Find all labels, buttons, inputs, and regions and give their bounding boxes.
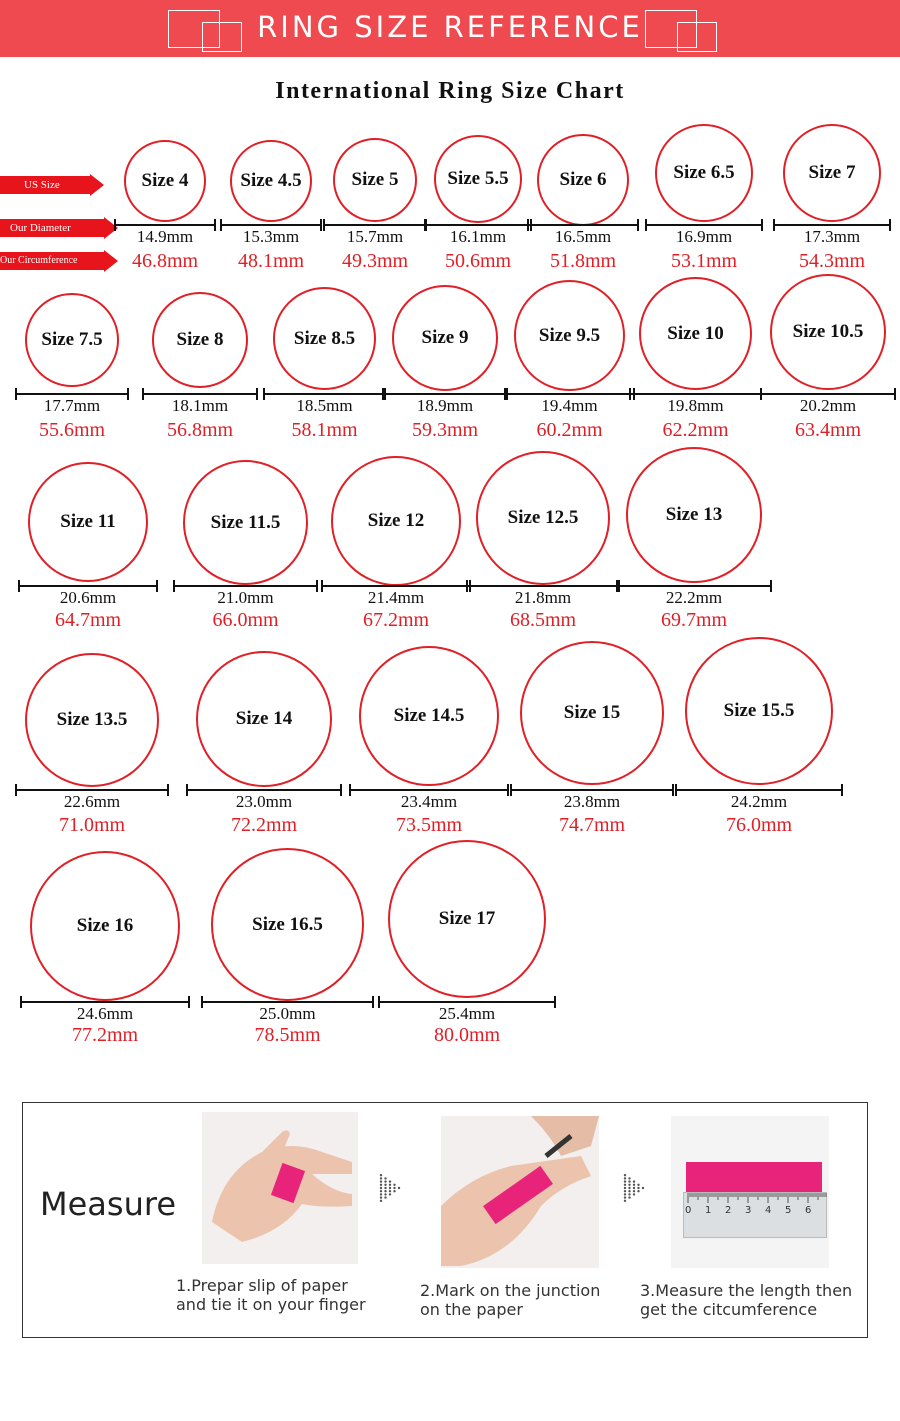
ring-circumference: 62.2mm — [662, 419, 729, 441]
ruler-tick-label: 3 — [745, 1205, 752, 1216]
ring-size-label: Size 13.5 — [56, 709, 128, 730]
ring-circle — [230, 140, 312, 222]
ring-circle — [359, 646, 499, 786]
ring-circumference: 50.6mm — [444, 250, 512, 272]
ring-circumference: 60.2mm — [536, 419, 603, 441]
ring-circumference: 48.1mm — [237, 250, 305, 272]
ring-circumference: 58.1mm — [291, 419, 358, 441]
ruler-tick-label: 1 — [705, 1205, 712, 1216]
ring-circle — [537, 134, 629, 226]
ruler-ticks — [684, 1193, 828, 1239]
ring-diameter: 23.0mm — [235, 792, 293, 811]
ring-circle — [331, 456, 461, 586]
page-banner-title: RING SIZE REFERENCE — [257, 10, 643, 44]
ring-size-label: Size 11.5 — [210, 511, 281, 533]
ring-size-label: Size 9 — [421, 327, 469, 348]
ring-size-label: Size 10.5 — [792, 321, 864, 342]
ring-circumference: 78.5mm — [254, 1024, 321, 1046]
ring-circumference: 80.0mm — [433, 1024, 501, 1046]
ring-size-label: Size 7.5 — [41, 329, 103, 350]
ring-diameter: 24.6mm — [76, 1004, 134, 1023]
ring-diameter: 18.1mm — [171, 396, 229, 415]
legend-us-size-label: US Size — [24, 179, 60, 191]
ring-circumference: 55.6mm — [38, 419, 106, 441]
ring-size-label: Size 17 — [438, 908, 496, 929]
step-1-caption: 1.Prepar slip of paper and tie it on your finger — [176, 1276, 366, 1314]
ring-size-label: Size 6 — [559, 169, 607, 190]
step-1-photo — [202, 1112, 358, 1264]
ring-circle — [30, 851, 180, 1001]
ring-size-label: Size 5 — [351, 169, 399, 190]
ring-circle — [183, 460, 308, 585]
ring-diameter: 25.4mm — [438, 1004, 496, 1023]
step-2-caption: 2.Mark on the junction on the paper — [420, 1281, 601, 1319]
ring-diameter: 14.9mm — [136, 227, 194, 246]
ring-circle — [685, 637, 833, 785]
ring-circumference: 77.2mm — [71, 1024, 139, 1046]
ruler-tick-label: 4 — [765, 1205, 772, 1216]
ring-size-label: Size 15 — [563, 702, 621, 723]
ruler-tick-label: 0 — [685, 1205, 692, 1216]
ring-size-label: Size 9.5 — [538, 324, 601, 346]
ring-diameter: 18.9mm — [416, 396, 474, 415]
ring-size-label: Size 8 — [176, 329, 224, 350]
ring-diameter: 20.2mm — [799, 396, 857, 415]
ring-size-label: Size 4.5 — [240, 170, 302, 191]
step-3-photo — [671, 1116, 829, 1268]
ring-circumference: 56.8mm — [166, 419, 234, 441]
ring-diameter: 19.8mm — [667, 396, 724, 415]
ring-size-label: Size 4 — [141, 170, 189, 191]
ring-circumference: 46.8mm — [131, 250, 199, 272]
chart-title: International Ring Size Chart — [275, 78, 625, 104]
ring-circle — [25, 293, 119, 387]
ring-circumference: 59.3mm — [411, 419, 479, 441]
ring-diameter: 25.0mm — [259, 1004, 316, 1023]
ring-circle — [639, 277, 752, 390]
ring-diameter: 21.4mm — [367, 588, 425, 607]
ring-circumference: 69.7mm — [660, 609, 728, 631]
ring-diameter: 16.9mm — [675, 227, 733, 246]
ring-circumference: 74.7mm — [558, 814, 626, 836]
ring-diameter: 23.4mm — [400, 792, 458, 811]
ring-diameter: 23.8mm — [563, 792, 621, 811]
ring-circle — [770, 274, 886, 390]
ring-size-label: Size 16 — [76, 915, 134, 936]
ring-circle — [273, 287, 376, 390]
ring-size-label: Size 14.5 — [393, 705, 465, 726]
ring-circumference: 67.2mm — [362, 609, 430, 631]
ring-circumference: 49.3mm — [341, 250, 409, 272]
ring-size-label: Size 11 — [60, 511, 116, 532]
ring-diameter: 20.6mm — [59, 588, 117, 607]
step-3-caption: 3.Measure the length then get the citcumference — [640, 1281, 853, 1319]
legend-circumference-label: Our Circumference — [0, 255, 78, 266]
ring-diameter: 21.8mm — [514, 588, 572, 607]
ring-diameter: 16.1mm — [449, 227, 507, 246]
ring-circle — [196, 651, 332, 787]
ring-diameter: 17.3mm — [803, 227, 861, 246]
ring-circumference: 66.0mm — [212, 609, 279, 631]
ring-size-label: Size 16.5 — [252, 913, 323, 935]
ring-size-label: Size 6.5 — [673, 162, 735, 183]
hand-with-paper-illustration — [202, 1112, 358, 1264]
ring-circumference: 63.4mm — [794, 419, 862, 441]
ring-size-label: Size 8.5 — [293, 327, 356, 349]
ring-size-label: Size 10 — [667, 322, 724, 344]
ring-circle — [28, 462, 148, 582]
ring-diameter: 17.7mm — [43, 396, 101, 415]
ring-size-label: Size 5.5 — [447, 168, 509, 189]
legend-circumference — [0, 252, 104, 270]
legend-diameter — [0, 219, 104, 237]
ring-circle — [25, 653, 159, 787]
ring-circle — [520, 641, 664, 785]
ring-diameter: 21.0mm — [217, 588, 274, 607]
ring-size-label: Size 7 — [808, 162, 856, 183]
hand-marking-paper-illustration — [441, 1116, 599, 1268]
legend-diameter-label: Our Diameter — [10, 222, 71, 234]
ring-diameter: 18.5mm — [296, 396, 353, 415]
ring-circle — [655, 124, 753, 222]
ruler-tick-label: 5 — [785, 1205, 792, 1216]
legend-us-size — [0, 176, 90, 194]
step-arrow-1-2 — [378, 1172, 404, 1204]
ring-circumference: 51.8mm — [549, 250, 617, 272]
ring-size-label: Size 13 — [665, 504, 723, 525]
ruler — [683, 1192, 827, 1238]
ring-circle — [783, 124, 881, 222]
ring-circle — [434, 135, 522, 223]
ring-circle — [476, 451, 610, 585]
ring-diameter: 22.6mm — [63, 792, 121, 811]
paper-strip — [686, 1162, 822, 1192]
ring-circle — [211, 848, 364, 1001]
measure-title: Measure — [40, 1185, 176, 1223]
ring-diameter: 16.5mm — [554, 227, 612, 246]
ring-circle — [392, 285, 498, 391]
ruler-tick-label: 2 — [725, 1205, 732, 1216]
ring-size-label: Size 15.5 — [723, 700, 795, 721]
ruler-tick-label: 6 — [805, 1205, 812, 1216]
ring-circle — [388, 840, 546, 998]
ring-circumference: 54.3mm — [798, 250, 866, 272]
ring-diameter: 19.4mm — [541, 396, 598, 415]
step-2-photo — [441, 1116, 599, 1268]
ring-circumference: 73.5mm — [395, 814, 463, 836]
ring-circumference: 68.5mm — [509, 609, 577, 631]
ring-circumference: 76.0mm — [725, 814, 793, 836]
ring-circumference: 72.2mm — [230, 814, 298, 836]
ring-size-label: Size 14 — [235, 708, 293, 729]
ring-circle — [514, 280, 625, 391]
ring-diameter: 15.7mm — [346, 227, 404, 246]
ring-circumference: 64.7mm — [54, 609, 122, 631]
ring-diameter: 24.2mm — [730, 792, 788, 811]
step-arrow-2-3 — [622, 1172, 648, 1204]
ring-circumference: 71.0mm — [58, 814, 126, 836]
ring-circle — [152, 292, 248, 388]
ring-circumference: 53.1mm — [670, 250, 738, 272]
ring-diameter: 15.3mm — [242, 227, 300, 246]
ring-circle — [333, 138, 417, 222]
ring-size-label: Size 12.5 — [507, 507, 579, 528]
header-banner — [0, 0, 900, 57]
ring-size-label: Size 12 — [367, 510, 425, 531]
ring-circle — [124, 140, 206, 222]
ring-circle — [626, 447, 762, 583]
ring-diameter: 22.2mm — [665, 588, 723, 607]
